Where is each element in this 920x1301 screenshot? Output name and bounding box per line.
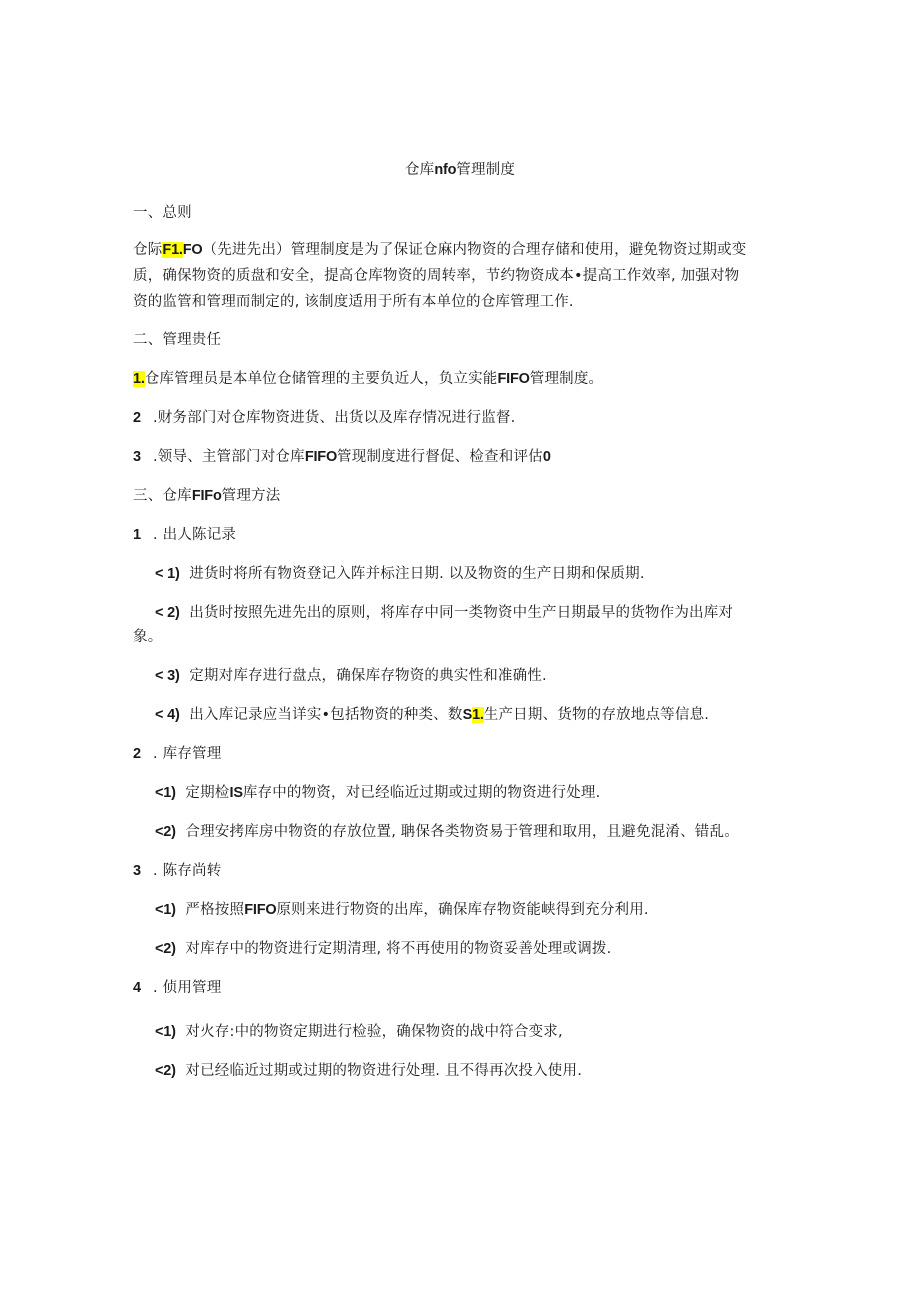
item-marker: < 4): [155, 707, 180, 723]
list-item-continuation: 象。: [133, 629, 163, 645]
text: 管理制度。: [529, 371, 604, 387]
text: 仓际: [133, 242, 163, 258]
text: 定期对库存进行盘点，确保库存物资的典实性和准确性.: [189, 668, 547, 684]
bold-text: FIFO: [244, 902, 277, 918]
text: 三、仓库: [133, 488, 192, 504]
text: 出货时按照先进先出的原则，将库存中同一类物资中生产日期最早的货物作为出库对: [189, 605, 734, 621]
section-heading-methods: [133, 486, 280, 506]
list-item: [155, 603, 733, 623]
list-item: [155, 939, 611, 959]
text: .财务部门对仓库物资进货、出货以及库存情况进行监督.: [153, 410, 516, 426]
section-heading-responsibility: 二、管理贵任: [133, 332, 222, 348]
list-item: [155, 1022, 563, 1042]
list-item: [155, 900, 649, 920]
list-number: 2: [133, 746, 141, 762]
paragraph-line: 资的监管和管理而制定的, 该制度适用于所有本单位的仓库管理工作.: [133, 294, 574, 310]
highlighted-text: 1.: [472, 707, 484, 723]
text: . 侦用管理: [153, 980, 222, 996]
paragraph-line: 质，确保物资的质盘和安全，提高仓库物资的周转率，节约物资成本•提高工作效率, 加强对物: [133, 268, 740, 284]
item-marker: < 2): [155, 605, 180, 621]
bold-text: S: [462, 707, 473, 723]
list-number: 3: [133, 863, 141, 879]
list-item: [155, 564, 645, 584]
item-marker: <2): [155, 1063, 176, 1079]
item-marker: < 1): [155, 566, 180, 582]
text: 进货时将所有物资登记入阵并标注日期. 以及物资的生产日期和保质期.: [189, 566, 645, 582]
text: 严格按照: [185, 902, 245, 918]
text: 出入库记录应当详实•包括物资的种类、数: [189, 707, 463, 723]
list-item: [155, 666, 547, 686]
item-marker: <1): [155, 785, 176, 801]
page-title: [0, 160, 920, 180]
text: 管现制度进行督促、检查和评估: [337, 449, 543, 465]
bold-text: FO: [182, 242, 203, 258]
text: 管理方法: [221, 488, 281, 504]
list-item: [133, 369, 603, 389]
item-marker: <2): [155, 824, 176, 840]
text: 原则来进行物资的出库，确保库存物资能峡得到充分利用.: [276, 902, 649, 918]
text: （先进先出）管理制度是为了保证仓麻内物资的合理存储和使用，避免物资过期或变: [202, 242, 747, 258]
text: . 库存管理: [153, 746, 222, 762]
list-number: 1.: [133, 371, 145, 387]
list-item: [133, 408, 515, 428]
list-number: 3: [133, 449, 141, 465]
item-marker: <1): [155, 902, 176, 918]
list-item: [155, 1061, 582, 1081]
list-number: 2: [133, 410, 141, 426]
text: 合理安拷库房中物资的存放位置, 聃保各类物资易于管理和取用，且避免混淆、错乱。: [185, 824, 739, 840]
paragraph-line: [133, 240, 746, 260]
text: .领导、主管部门对仓库: [153, 449, 305, 465]
title-text-end: 管理制度: [456, 162, 516, 178]
text: 仓库管理员是本单位仓储管理的主要负近人，负立实能: [144, 371, 498, 387]
text: . 陈存尚转: [153, 863, 222, 879]
subsection-heading: [133, 744, 221, 764]
list-item: [155, 822, 739, 842]
text: . 出人陈记录: [153, 527, 237, 543]
list-number: 1: [133, 527, 141, 543]
list-number: 4: [133, 980, 141, 996]
item-marker: < 3): [155, 668, 180, 684]
text: 生产日期、货物的存放地点等信息.: [483, 707, 710, 723]
list-item: [133, 447, 551, 467]
subsection-heading: [133, 525, 236, 545]
bold-text: FIFo: [191, 488, 222, 504]
text: 对已经临近过期或过期的物资进行处理. 且不得再次投入使用.: [185, 1063, 583, 1079]
title-bold-text: nfo: [434, 162, 457, 178]
section-heading-general: 一、总则: [133, 205, 192, 221]
list-item: [155, 783, 600, 803]
bold-text: FIFO: [497, 371, 530, 387]
list-item: [155, 705, 709, 725]
text: 对库存中的物资进行定期清理, 将不再使用的物资妥善处理或调拨.: [185, 941, 612, 957]
subsection-heading: [133, 861, 221, 881]
item-marker: <1): [155, 1024, 176, 1040]
text: 对火存:中的物资定期进行检验，确保物资的战中符合变求,: [185, 1024, 563, 1040]
bold-text: FIFO: [304, 449, 338, 465]
item-marker: <2): [155, 941, 176, 957]
bold-text: IS: [229, 785, 243, 801]
subsection-heading: [133, 978, 221, 998]
text: 定期检: [185, 785, 230, 801]
text: 库存中的物资，对已经临近过期或过期的物资进行处理.: [242, 785, 601, 801]
bold-text: 0: [542, 449, 551, 465]
highlighted-text: F1.: [162, 242, 183, 258]
title-text: 仓库: [404, 162, 435, 178]
